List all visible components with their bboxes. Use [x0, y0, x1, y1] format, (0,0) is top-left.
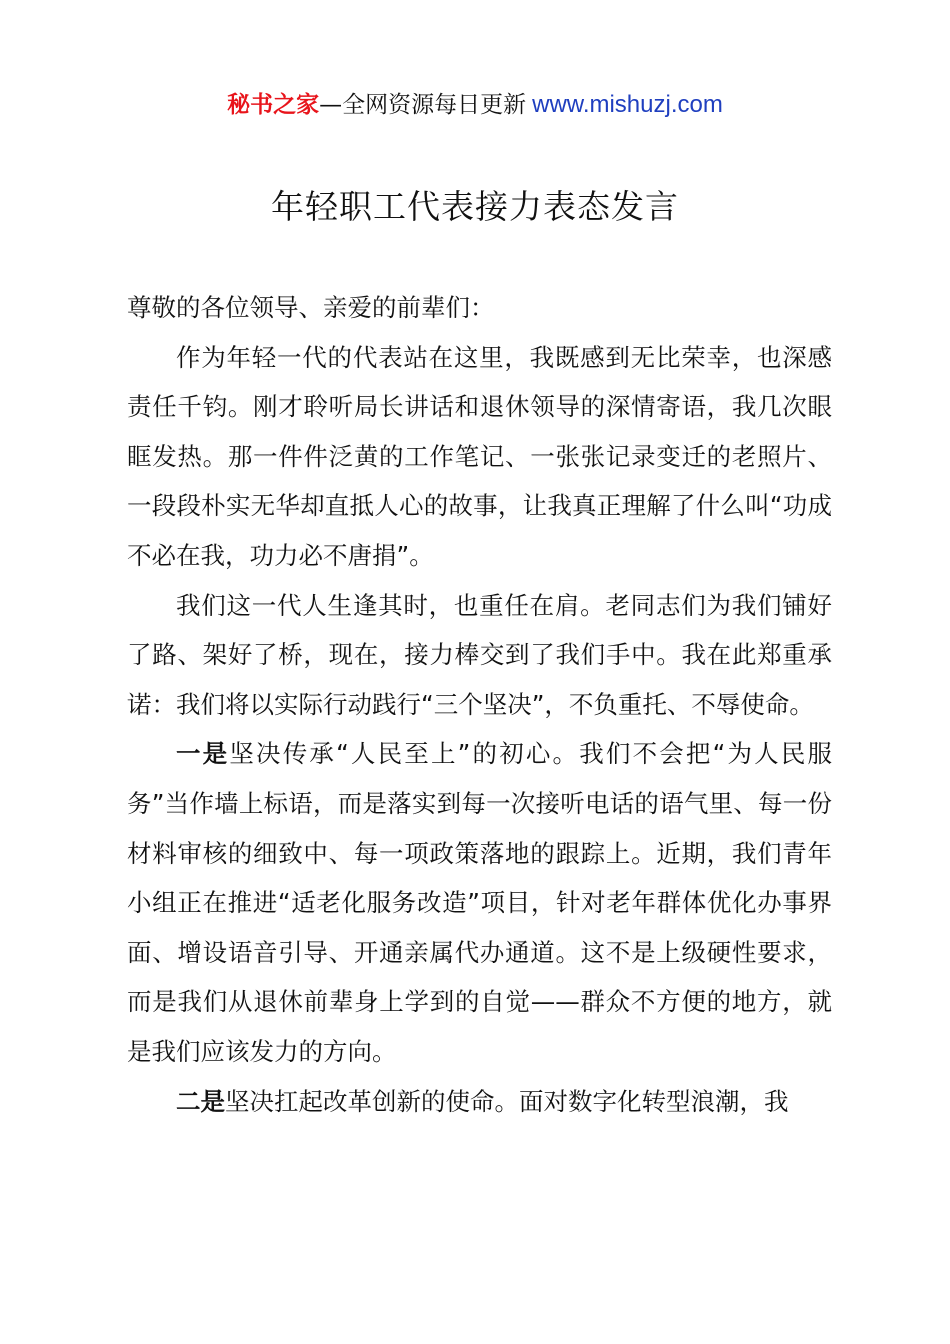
greeting: 尊敬的各位领导、亲爱的前辈们： [127, 293, 495, 322]
paragraph-lead: 一是 [176, 739, 230, 769]
document-title: 年轻职工代表接力表态发言 [271, 187, 679, 226]
paragraph-text: 坚决传承“人民至上”的初心。我们不会把“为人民服务”当作墙上标语，而是落实到每一次接听电话的语气里、每一份材料审核的细致中、每一项政策落地的跟踪上。近期，我们青年小组正在推进“适老化服务改造”项目，针对老年群体优化办事界面、增设语音引导、开通亲属代办通道。这不是上级硬性要求，而是我们从退休前辈身上学到的自觉——群众不方便的地方，就是我们应该发力的方向。 [127, 739, 833, 1066]
site-url-link[interactable]: www.mishuzj.com [532, 91, 723, 118]
paragraph-text: 我们这一代人生逢其时，也重任在肩。老同志们为我们铺好了路、架好了桥，现在，接力棒交到了我们手中。我在此郑重承诺：我们将以实际行动践行“三个坚决”，不负重托、不辱使命。 [127, 590, 832, 719]
site-tagline: —全网资源每日更新 [319, 92, 527, 118]
paragraph-4 [127, 1077, 832, 1127]
paragraph-2 [127, 581, 832, 730]
paragraph-lead: 二是 [176, 1086, 225, 1116]
paragraph-3 [127, 729, 832, 1076]
paragraph-1 [127, 333, 832, 581]
paragraph-text: 作为年轻一代的代表站在这里，我既感到无比荣幸，也深感责任千钧。刚才聆听局长讲话和退休领导的深情寄语，我几次眼眶发热。那一件件泛黄的工作笔记、一张张记录变迁的老照片、一段段朴实无华却直抵人心的故事，让我真正理解了什么叫“功成不必在我，功力必不唐捐”。 [127, 342, 832, 570]
site-header [0, 88, 950, 122]
document-body [127, 283, 832, 1126]
paragraph-text: 坚决扛起改革创新的使命。面对数字化转型浪潮，我 [225, 1086, 789, 1116]
site-brand: 秘书之家 [227, 92, 320, 118]
